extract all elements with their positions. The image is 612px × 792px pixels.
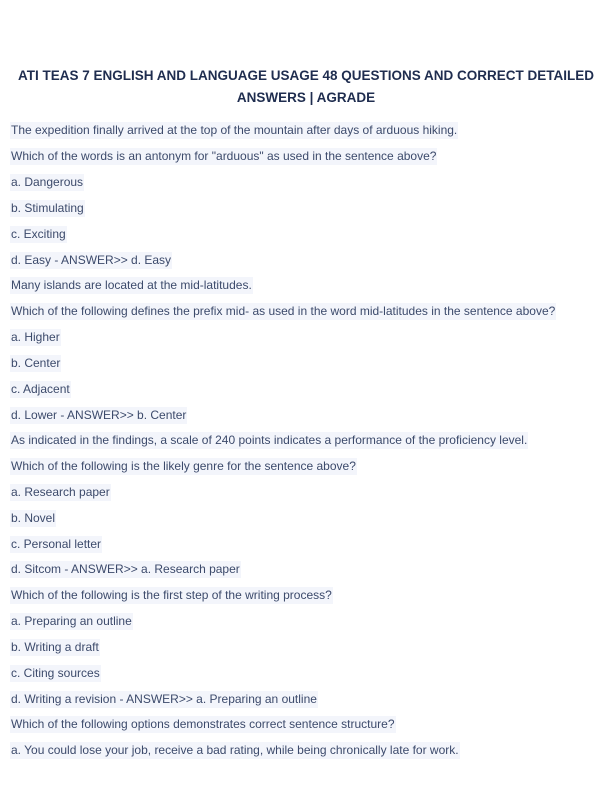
passage-sentence: The expedition finally arrived at the top of the mountain after days of arduous hiking. — [11, 123, 458, 138]
title-line: ANSWERS | AGRADE — [236, 90, 376, 105]
text-line — [10, 299, 606, 325]
passage-sentence: Many islands are located at the mid-latitudes. — [11, 278, 252, 293]
text-line — [10, 712, 606, 738]
answer-option: c. Exciting — [11, 226, 66, 241]
text-line — [10, 428, 606, 454]
text-line — [10, 557, 606, 583]
answer-option: c. Adjacent — [11, 381, 70, 396]
text-line — [10, 247, 606, 273]
text-line — [10, 350, 606, 376]
text-line — [10, 583, 606, 609]
answer-option: a. Higher — [11, 330, 60, 345]
text-line — [10, 170, 606, 196]
answer-option: b. Stimulating — [11, 200, 84, 215]
answer-option: a. Research paper — [11, 485, 110, 499]
answer-option: a. Preparing an outline — [11, 614, 132, 629]
answer-option: b. Center — [11, 355, 61, 370]
text-line — [10, 144, 606, 170]
text-line — [10, 738, 606, 764]
passage-sentence: As indicated in the findings, a scale of 240 points indicates a performance of the proficiency level. — [11, 433, 528, 448]
text-line — [10, 609, 606, 635]
text-line — [10, 480, 606, 506]
question-text: Which of the following defines the prefix mid- as used in the word mid-latitudes in the sentence above? — [11, 304, 556, 319]
text-line — [10, 454, 606, 480]
document-title — [0, 65, 612, 109]
text-line — [10, 195, 606, 221]
answer-option: a. Dangerous — [11, 175, 84, 190]
text-line — [10, 660, 606, 686]
text-line — [10, 531, 606, 557]
text-line — [10, 505, 606, 531]
text-line — [10, 118, 606, 144]
answer-option: c. Citing sources — [11, 665, 100, 680]
answer-option: c. Personal letter — [11, 536, 102, 551]
text-line — [10, 635, 606, 661]
question-list — [10, 118, 606, 764]
answer-option-with-key: d. Lower - ANSWER>> b. Center — [11, 407, 187, 422]
answer-option-with-key: d. Writing a revision - ANSWER>> a. Preparing an outline — [11, 691, 317, 706]
text-line — [10, 273, 606, 299]
text-line — [10, 221, 606, 247]
question-text: Which of the following options demonstrates correct sentence structure? — [11, 717, 395, 732]
title-line: ATI TEAS 7 ENGLISH AND LANGUAGE USAGE 48 QUESTIONS AND CORRECT DETAILED — [17, 68, 595, 83]
text-line — [10, 402, 606, 428]
question-text: Which of the following is the first step of the writing process? — [11, 588, 332, 603]
question-text: Which of the following is the likely genre for the sentence above? — [11, 459, 356, 474]
text-line — [10, 376, 606, 402]
answer-option: b. Novel — [11, 510, 56, 525]
answer-option-with-key: d. Sitcom - ANSWER>> a. Research paper — [11, 562, 240, 577]
text-line — [10, 686, 606, 712]
question-text: Which of the words is an antonym for "arduous" as used in the sentence above? — [11, 149, 437, 164]
answer-option-with-key: d. Easy - ANSWER>> d. Easy — [11, 252, 172, 267]
text-line — [10, 325, 606, 351]
answer-option: a. You could lose your job, receive a bad rating, while being chronically late for work. — [11, 743, 459, 758]
answer-option: b. Writing a draft — [11, 639, 99, 654]
